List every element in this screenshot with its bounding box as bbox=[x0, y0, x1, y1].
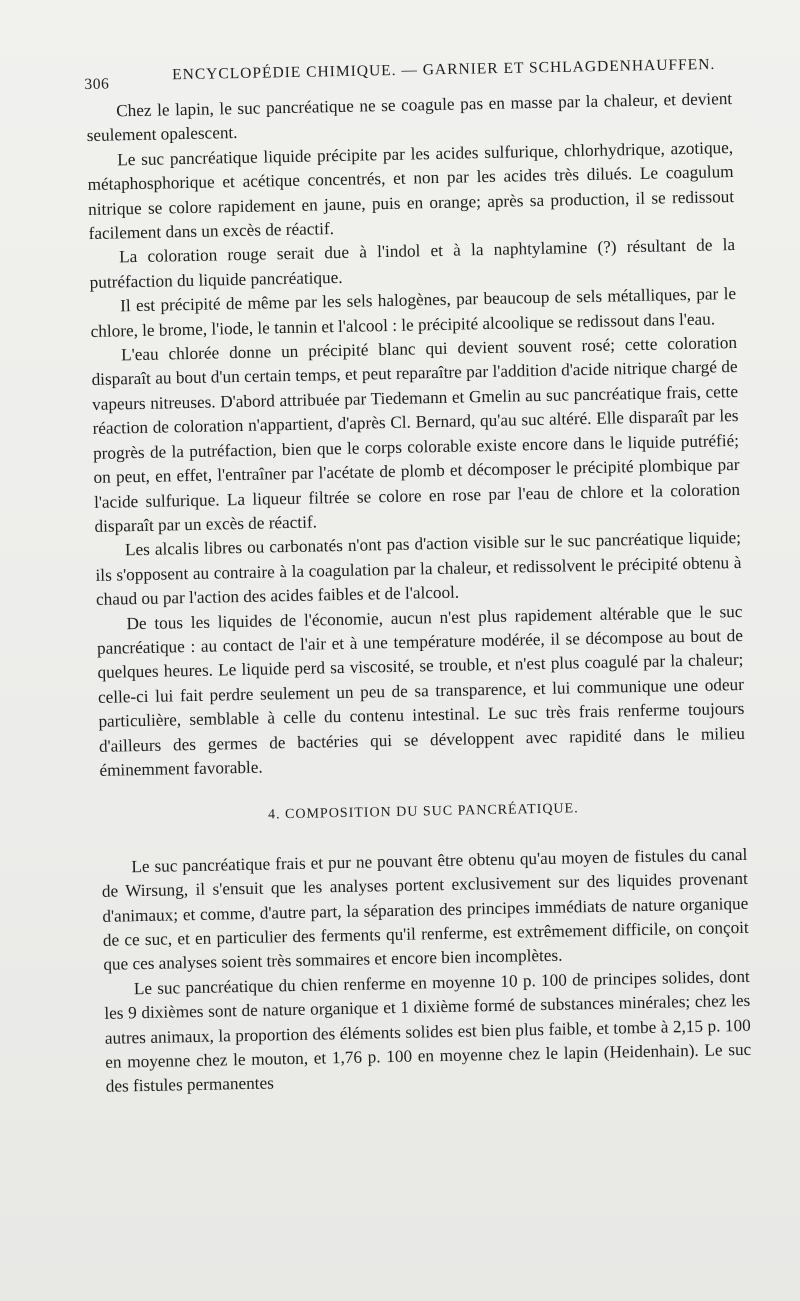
paragraph: Il est précipité de même par les sels halogènes, par beaucoup de sels métalliques, par le chlore, le brome, l'iode, le tannin et l'alcool : le précipité alcoolique se redissout dans l'eau. bbox=[90, 284, 737, 341]
paragraph: La coloration rouge serait due à l'indol et à la naphtylamine (?) résultant de la putréfaction du liquide pancréatique. bbox=[89, 235, 736, 292]
paragraph: Chez le lapin, le suc pancréatique ne se coagule pas en masse par la chaleur, et devient seulement opalescent. bbox=[86, 89, 733, 146]
paragraph: Le suc pancréatique du chien renferme en moyenne 10 p. 100 de principes solides, dont les 9 dixièmes sont de nature organique et 1 dixième formé de substances minérales; chez les autres animaux, la proportion des éléments solides est bien plus faible, et tombe à 2,15 p. 100 en moyenne chez le mouton, et 1,76 p. 100 en moyenne chez le lapin (Heidenhain). Le suc des fistules permanentes bbox=[104, 966, 752, 1097]
paragraph: Le suc pancréatique frais et pur ne pouvant être obtenu qu'au moyen de fistules du canal de Wirsung, il s'ensuit que les analyses portent exclusivement sur des liquides provenant d'animaux; et comme, d'autre part, la séparation des principes immédiats de nature organique de ce suc, et en particulier des ferments qu'il renferme, est extrêmement difficile, on conçoit que ces analyses soient très sommaires et encore bien incomplètes. bbox=[101, 844, 749, 975]
section-number: 4. bbox=[267, 807, 281, 823]
running-head: ENCYCLOPÉDIE CHIMIQUE. — GARNIER ET SCHLAGDENHAUFFEN. bbox=[172, 55, 716, 84]
section-title: COMPOSITION DU SUC PANCRÉATIQUE. bbox=[284, 801, 579, 823]
page-number: 306 bbox=[84, 75, 110, 93]
paragraph: De tous les liquides de l'économie, aucun n'est plus rapidement altérable que le suc pancréatique : au contact de l'air et à une température modérée, il se décompose au bout de quelques heures. Le liquide perd sa viscosité, se trouble, et n'est plus coagulé par la chaleur; celle-ci lui fait perdre seulement un peu de sa transparence, et lui communique une odeur particulière, semblable à celle du contenu intestinal. Le suc très frais renferme toujours d'ailleurs des germes de bactéries qui se développent avec rapidité dans le milieu éminemment favorable. bbox=[96, 601, 746, 780]
section-heading bbox=[100, 794, 746, 831]
paragraph: Les alcalis libres ou carbonatés n'ont pas d'action visible sur le suc pancréatique liquide; ils s'opposent au contraire à la coagulation par la chaleur, et redissolvent le précipité obtenu à chaud ou par l'action des acides faibles et de l'alcool. bbox=[95, 528, 742, 610]
body-text bbox=[86, 87, 752, 1100]
page-header bbox=[84, 51, 744, 94]
paragraph: L'eau chlorée donne un précipité blanc qui devient souvent rosé; cette coloration disparaît au bout d'un certain temps, et peut reparaître par l'addition d'acide nitrique chargé de vapeurs nitreuses. D'abord attribuée par Tiedemann et Gmelin au suc pancréatique frais, cette réaction de coloration n'appartient, d'après Cl. Bernard, qu'au suc altéré. Elle disparaît par les progrès de la putréfaction, bien que le corps colorable existe encore dans le liquide putréfié; on peut, en effet, l'entraîner par l'acétate de plomb et décomposer le précipité plombique par l'acide sulfurique. La liqueur filtrée se colore en rose par l'eau de chlore et la coloration disparaît par un excès de réactif. bbox=[91, 333, 741, 536]
paragraph: Le suc pancréatique liquide précipite par les acides sulfurique, chlorhydrique, azotique, métaphosphorique et acétique concentrés, et non par les acides très dilués. Le coagulum nitrique se colore rapidement en jaune, puis en orange; après sa production, il se redissout facilement dans un excès de réactif. bbox=[87, 137, 735, 244]
